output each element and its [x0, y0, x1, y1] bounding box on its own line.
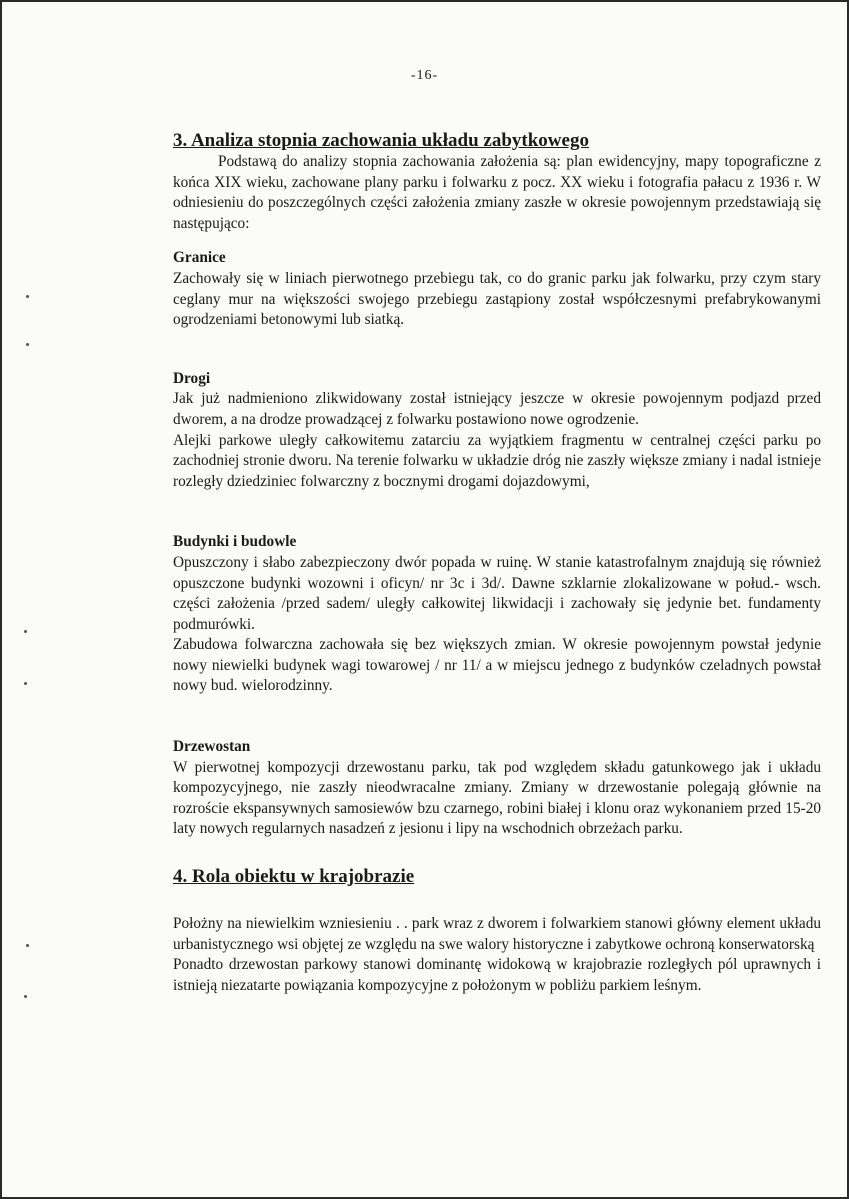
budynki-heading: Budynki i budowle: [173, 533, 297, 551]
section-3-heading: 3. Analiza stopnia zachowania układu zabytkowego: [173, 130, 589, 151]
drzewostan-heading: Drzewostan: [173, 738, 251, 756]
scan-speck: [24, 630, 27, 633]
budynki-paragraph-1: Opuszczony i słabo zabezpieczony dwór popada w ruinę. W stanie katastrofalnym znajdują się również opuszczone budynki wozowni i oficyn/ nr 3c i 3d/. Dawne szklarnie zlokalizowane w połud.- wsch. części założenia /przed sadem/ uległy całkowitej likwidacji i zachowały się jedynie bet. fundamenty podmurówki.: [173, 553, 821, 633]
budynki-paragraph-2: Zabudowa folwarczna zachowała się bez większych zmian. W okresie powojennym powstał jedynie nowy niewielki budynek wagi towarowej / nr 11/ a w miejscu jednego z budynków czeladnych powstał nowy bud. wielorodzinny.: [173, 636, 821, 695]
granice-text: Zachowały się w liniach pierwotnego przebiegu tak, co do granic parku jak folwarku, przy czym stary ceglany mur na większości swojego przebiegu zastąpiony został współczesnymi prefabrykowanymi ogrodzeniami betonowymi lub siatką.: [173, 269, 821, 329]
drzewostan-text: W pierwotnej kompozycji drzewostanu parku, tak pod względem składu gatunkowego jak i układu kompozycyjnego, nie zaszły nieodwracalne zmiany. Zmiany w drzewostanie polegają głównie na rozroście ekspansywnych samosiewów bzu czarnego, robini białej i klonu oraz wykonaniem przed 15-20 laty nowych regularnych nasadzeń z jesionu i lipy na wschodnich obrzeżach parku.: [173, 758, 821, 838]
page-content: [173, 130, 821, 996]
granice-heading: Granice: [173, 249, 226, 267]
scan-speck: [24, 682, 27, 685]
section-4-heading: 4. Rola obiektu w krajobrazie: [173, 866, 415, 888]
scan-speck: [26, 343, 29, 346]
section-3-intro: Podstawą do analizy stopnia zachowania założenia są: plan ewidencyjny, mapy topograficzne z końca XIX wieku, zachowane plany parku i folwarku z pocz. XX wieku i fotografia pałacu z 1936 r. W odniesieniu do poszczególnych części założenia zmiany zaszłe w okresie powojennym przedstawiają się następująco:: [173, 153, 821, 232]
scan-speck: [26, 295, 29, 298]
section-4-paragraph-2: Ponadto drzewostan parkowy stanowi dominantę widokową w krajobrazie rozległych pól uprawnych i istnieją niezatarte powiązania kompozycyjne z położonym w pobliżu parkiem leśnym.: [173, 956, 821, 994]
scan-speck: [26, 944, 29, 947]
drogi-paragraph-2: Alejki parkowe uległy całkowitemu zatarciu za wyjątkiem fragmentu w centralnej części parku po zachodniej stronie dworu. Na terenie folwarku w układzie dróg nie zaszły większe zmiany i nadal istnieje rozległy dziedziniec folwarczny z bocznymi drogami dojazdowymi,: [173, 431, 821, 490]
page-number: -16-: [410, 68, 439, 83]
section-4-paragraph-1: Położny na niewielkim wzniesieniu . . park wraz z dworem i folwarkiem stanowi główny element układu urbanistycznego wsi objętej ze względu na swe walory historyczne i zabytkowe ochroną konserwatorską: [173, 915, 821, 953]
scan-speck: [24, 995, 27, 998]
drogi-paragraph-1: Jak już nadmieniono zlikwidowany został istniejący jeszcze w okresie powojennym podjazd przed dworem, a na drodze prowadzącej z folwarku postawiono nowe ogrodzenie.: [173, 390, 821, 428]
drogi-heading: Drogi: [173, 369, 211, 387]
